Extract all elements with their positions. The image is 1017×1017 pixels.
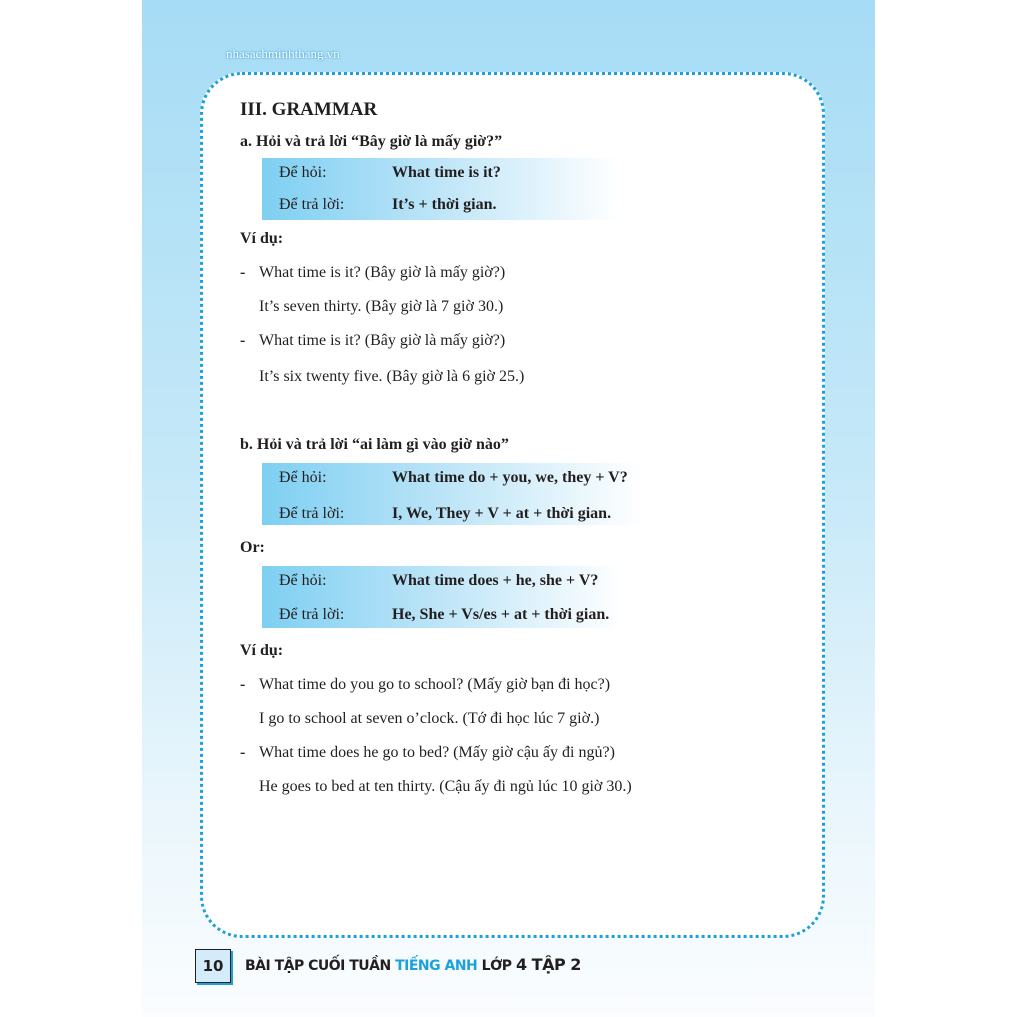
box-value: What time does + he, she + V? — [392, 572, 599, 589]
watermark: nhasachminhthang.vn — [226, 46, 340, 61]
book-title-part: LỚP — [477, 958, 516, 974]
box-value: I, We, They + V + at + thời gian. — [392, 505, 612, 522]
bullet-dash: - — [240, 744, 246, 761]
box-value: What time do + you, we, they + V? — [392, 469, 628, 486]
part-a-heading: a. Hỏi và trả lời “Bây giờ là mấy giờ?” — [240, 133, 503, 150]
box-value: He, She + Vs/es + at + thời gian. — [392, 606, 610, 623]
section-title: III. GRAMMAR — [240, 99, 378, 120]
example-question: What time is it? (Bây giờ là mấy giờ?) — [259, 332, 506, 349]
example-answer: It’s seven thirty. (Bây giờ là 7 giờ 30.) — [259, 298, 504, 315]
example-answer: He goes to bed at ten thirty. (Cậu ấy đi ngủ lúc 10 giờ 30.) — [259, 778, 632, 795]
box-label: Để trả lời: — [279, 505, 345, 522]
book-title — [245, 955, 581, 974]
bullet-dash: - — [240, 264, 246, 281]
example-label: Ví dụ: — [240, 642, 284, 659]
example-question: What time is it? (Bây giờ là mấy giờ?) — [259, 264, 506, 281]
example-answer: It’s six twenty five. (Bây giờ là 6 giờ 25.) — [259, 368, 525, 385]
example-question: What time does he go to bed? (Mấy giờ cậu ấy đi ngủ?) — [259, 744, 615, 761]
box-value: It’s + thời gian. — [392, 196, 497, 213]
page-number: 10 — [195, 949, 231, 983]
book-title-subject: TIẾNG ANH — [395, 958, 478, 974]
book-title-volume: 4 TẬP 2 — [515, 955, 581, 974]
box-label: Để trả lời: — [279, 606, 345, 623]
or-label: Or: — [240, 539, 265, 556]
box-label: Để trả lời: — [279, 196, 345, 213]
box-label: Để hỏi: — [279, 164, 327, 181]
part-b-heading: b. Hỏi và trả lời “ai làm gì vào giờ nào” — [240, 436, 509, 453]
example-question: What time do you go to school? (Mấy giờ bạn đi học?) — [259, 676, 611, 693]
bullet-dash: - — [240, 676, 246, 693]
example-answer: I go to school at seven o’clock. (Tớ đi học lúc 7 giờ.) — [259, 710, 600, 727]
example-label: Ví dụ: — [240, 230, 284, 247]
bullet-dash: - — [240, 332, 246, 349]
book-title-part: BÀI TẬP CUỐI TUẦN — [245, 958, 396, 974]
box-label: Để hỏi: — [279, 572, 327, 589]
box-label: Để hỏi: — [279, 469, 327, 486]
box-value: What time is it? — [392, 164, 501, 181]
